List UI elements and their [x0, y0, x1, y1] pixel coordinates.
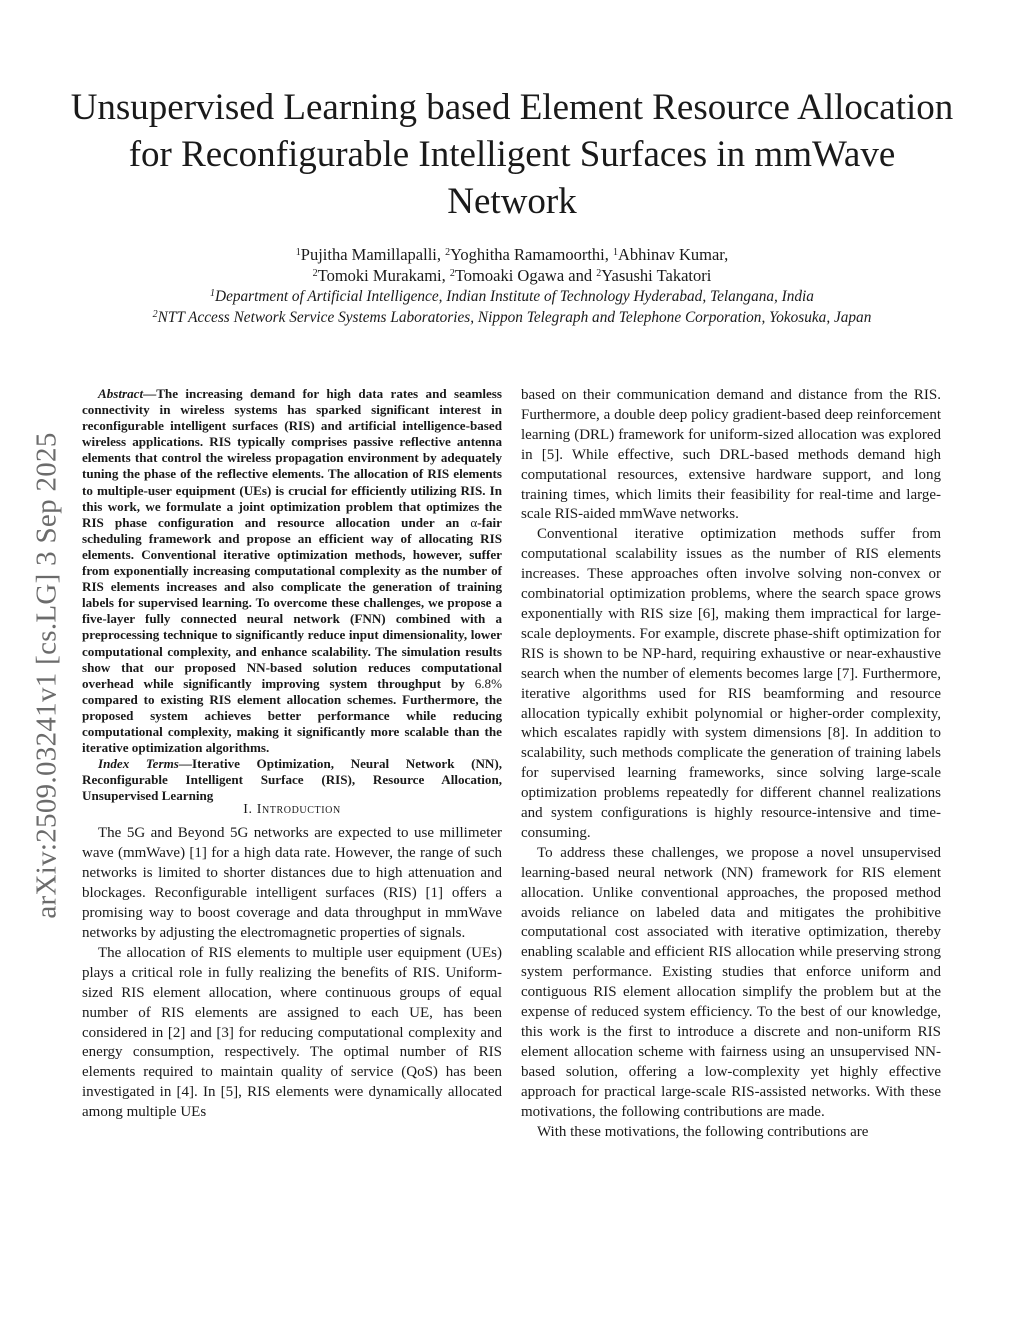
- affiliation-text: Department of Artificial Intelligence, Indian Institute of Technology Hyderabad, Telangana, India: [215, 288, 814, 305]
- body-paragraph: With these motivations, the following contributions are: [537, 1123, 869, 1140]
- abstract-dash: —: [143, 386, 157, 401]
- abstract-text-before: The increasing demand for high data rates and seamless connectivity in wireless systems has sparked significant interest in reconfigurable intelligent surfaces (RIS) and artificial intelligence-based wireless applications. RIS typically comprises passive reflective antenna elements that control the wireless propagation environment by adequately tuning the phase of the reflective elements. The allocation of RIS elements to multiple-user equipment (UEs) is crucial for efficiently utilizing RIS. In this work, we formulate a joint optimization problem that optimizes the RIS phase configuration and resource allocation under an: [82, 386, 502, 530]
- abstract-alpha: α: [470, 514, 478, 530]
- arxiv-stamp: [31, 380, 63, 970]
- body-paragraph: The allocation of RIS elements to multiple user equipment (UEs) plays a critical role in fully realizing the benefits of RIS. Uniform-sized RIS element allocation, where continuous groups of equal number of RIS elements are assigned to each UE, has been considered in [2] and [3] for reducing computational complexity and energy consumption, respectively. The optimal number of RIS elements required to maintain quality of service (QoS) has been investigated in [4]. In [5], RIS elements were dynamically allocated among multiple UEs: [82, 944, 502, 1121]
- author-sup: 2: [449, 268, 455, 279]
- author-sup: 2: [445, 247, 451, 258]
- abstract-text-middle: -fair scheduling framework and propose an efficient way of allocating RIS elements. Conventional iterative optimization methods, however, suffer from exponentially increasing computational complexity as the number of RIS elements increases and also complicate the generation of training labels for supervised learning. To overcome these challenges, we propose a five-layer fully connected neural network (FNN) combined with a preprocessing technique to significantly reduce input dimensionality, lower computational complexity, and enhance scalability. The simulation results show that our proposed NN-based solution reduces computational overhead while significantly improving system throughput by: [82, 514, 502, 691]
- section-number: I.: [243, 802, 253, 818]
- affiliation-1: [60, 286, 964, 307]
- author-name: Pujitha Mamillapalli,: [300, 245, 441, 264]
- abstract-text-after: compared to existing RIS element allocation schemes. Furthermore, the proposed system achieves better performance while reducing computational complexity, making it significantly more scalable than the iterative optimization algorithms.: [82, 691, 502, 756]
- body-paragraph: based on their communication demand and distance from the RIS. Furthermore, a double deep policy gradient-based deep reinforcement learning (DRL) framework for uniform-sized allocation was explored in [5]. While effective, such DRL-based methods demand high computational resources, extensive hardware support, and long training times, which limits their feasibility for real-time and large-scale RIS-aided mmWave networks.: [521, 387, 941, 523]
- arxiv-stamp-text: arXiv:2509.03241v1 [cs.LG] 3 Sep 2025: [30, 431, 63, 919]
- index-terms-label: Index Terms: [98, 756, 179, 772]
- right-column: [521, 386, 941, 1142]
- author-name: Yasushi Takatori: [601, 266, 712, 285]
- abstract: [82, 386, 502, 756]
- body-paragraph: Conventional iterative optimization methods suffer from computational scalability issues as the number of RIS elements increases. These approaches often involve solving non-convex or combinatorial optimization problems, where the search space grows exponentially with RIS size [6], making them impractical for large-scale deployments. For example, discrete phase-shift optimization for RIS is shown to be NP-hard, requiring exhaustive or near-exhaustive search when the number of elements becomes large [7]. Furthermore, iterative algorithms used for RIS beamforming and resource allocation typically exhibit polynomial or higher-order complexity, which escalates rapidly with system dimensions [8]. In addition to scalability, such methods complicate the generation of training labels for supervised learning frameworks, since solving large-scale optimization problems repeatedly for different channel realizations and system configurations is highly resource-intensive and time-consuming.: [521, 526, 941, 841]
- author-sup: 2: [596, 268, 602, 279]
- author-name: Yoghitha Ramamoorthi,: [450, 245, 609, 264]
- author-name: Tomoaki Ogawa and: [454, 266, 593, 285]
- author-sup: 1: [613, 247, 618, 258]
- paper-title: Unsupervised Learning based Element Resource Allocation for Reconfigurable Intelligent Surfaces in mmWave Network: [70, 87, 954, 222]
- author-sup: 2: [312, 268, 318, 279]
- affiliation-sup: 1: [210, 288, 216, 299]
- abstract-gain: 6.8%: [474, 675, 502, 691]
- author-block: [60, 244, 964, 328]
- index-terms: [82, 756, 502, 804]
- left-column: [82, 386, 502, 1123]
- body-paragraph: The 5G and Beyond 5G networks are expected to use millimeter wave (mmWave) [1] for a high data rate. However, the range of such networks is limited to shorter distances due to high attenuation and blockages. Reconfigurable intelligent surfaces (RIS) [1] offers a promising way to boost coverage and data throughput in mmWave networks by adjusting the electromagnetic properties of signals.: [82, 825, 502, 941]
- abstract-label: Abstract: [98, 386, 144, 401]
- index-terms-text: Iterative Optimization, Neural Network (NN), Reconfigurable Intelligent Surface (RIS), Resource Allocation, Unsupervised Learning: [82, 756, 502, 804]
- author-name: Tomoki Murakami,: [317, 266, 446, 285]
- body-paragraph: To address these challenges, we propose a novel unsupervised learning-based neural network (NN) framework for RIS element allocation. Unlike conventional approaches, the proposed method avoids reliance on labeled data and mitigates the prohibitive computational cost associated with iterative optimization, thereby enabling scalable and efficient RIS allocation while preserving strong system performance. Existing studies that enforce uniform and contiguous RIS element allocation simplify the problem but at the expense of reduced system efficiency. To the best of our knowledge, this work is the first to introduce a discrete and non-uniform RIS element allocation scheme with fairness using an unsupervised NN-based solution, offering a low-complexity yet highly effective approach for practical large-scale RIS-assisted networks. With these motivations, the following contributions are made.: [521, 844, 941, 1120]
- section-title: Introduction: [256, 802, 341, 818]
- author-line-1: [60, 244, 964, 265]
- author-line-2: [60, 265, 964, 286]
- author-sup: 1: [295, 247, 301, 258]
- affiliation-2: [60, 307, 964, 328]
- author-name: Abhinav Kumar,: [618, 245, 729, 264]
- affiliation-text: NTT Access Network Service Systems Laboratories, Nippon Telegraph and Telephone Corporation, Yokosuka, Japan: [157, 309, 872, 326]
- index-terms-dash: —: [178, 756, 192, 772]
- affiliation-sup: 2: [152, 309, 158, 320]
